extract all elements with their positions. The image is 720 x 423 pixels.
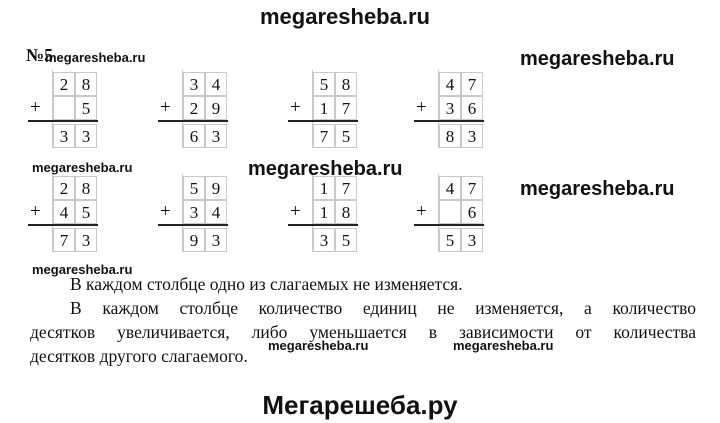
addend-digit: 5 xyxy=(313,72,335,96)
addition-problem xyxy=(158,174,228,252)
plus-sign: + xyxy=(160,97,171,118)
addend-digit: 9 xyxy=(205,176,227,200)
sum-digit: 5 xyxy=(335,228,357,252)
addend-digit: 8 xyxy=(75,176,97,200)
sum-digit: 3 xyxy=(313,228,335,252)
addend-digit: 4 xyxy=(205,200,227,224)
addend-digit: 3 xyxy=(183,72,205,96)
addend-digit: 8 xyxy=(335,200,357,224)
addend-digit: 2 xyxy=(183,96,205,120)
plus-sign: + xyxy=(416,201,427,222)
plus-sign: + xyxy=(30,97,41,118)
addition-problem xyxy=(288,70,358,148)
header-watermark: megaresheba.ru xyxy=(260,4,430,29)
addend-digit: 5 xyxy=(183,176,205,200)
addend-digit: 4 xyxy=(439,72,461,96)
addend-digit: 9 xyxy=(205,96,227,120)
plus-sign: + xyxy=(290,201,301,222)
addend-digit: 4 xyxy=(205,72,227,96)
text-line-3: десятков увеличивается, либо уменьшается в зависимости от количества xyxy=(30,322,696,342)
plus-sign: + xyxy=(290,97,301,118)
addition-problem xyxy=(288,174,358,252)
sum-line xyxy=(414,120,484,122)
addend-digit: 2 xyxy=(53,176,75,200)
watermark-small-top: megaresheba.ru xyxy=(45,50,146,65)
addend-digit: 1 xyxy=(313,176,335,200)
addition-problem xyxy=(28,70,98,148)
sum-digit: 8 xyxy=(439,124,461,148)
watermark-middle: megaresheba.ru xyxy=(248,158,403,180)
sum-line xyxy=(288,224,358,226)
sum-line xyxy=(288,120,358,122)
addend-digit: 7 xyxy=(335,176,357,200)
sum-digit: 3 xyxy=(53,124,75,148)
addend-digit: 2 xyxy=(53,72,75,96)
addition-problem xyxy=(158,70,228,148)
plus-sign: + xyxy=(30,201,41,222)
text-line-1: В каждом столбце одно из слагаемых не изменяется. xyxy=(70,274,463,294)
plus-sign: + xyxy=(160,201,171,222)
sum-digit: 7 xyxy=(313,124,335,148)
sum-line xyxy=(28,224,98,226)
addend-digit: 3 xyxy=(183,200,205,224)
sum-digit: 3 xyxy=(205,124,227,148)
text-line-4: десятков другого слагаемого. xyxy=(30,346,248,366)
watermark-text-2: megaresheba.ru xyxy=(453,338,554,353)
addend-digit xyxy=(439,200,461,224)
sum-digit: 3 xyxy=(461,228,483,252)
task-number: №5 xyxy=(26,45,54,65)
watermark-left-middle: megaresheba.ru xyxy=(32,160,133,175)
addend-digit: 3 xyxy=(439,96,461,120)
sum-digit: 3 xyxy=(205,228,227,252)
addend-digit: 7 xyxy=(461,72,483,96)
sum-digit: 7 xyxy=(53,228,75,252)
text-line-2: В каждом столбце количество единиц не изменяется, а количество xyxy=(70,298,696,318)
sum-digit: 5 xyxy=(439,228,461,252)
addend-digit: 7 xyxy=(335,96,357,120)
addend-digit: 5 xyxy=(75,96,97,120)
addend-digit xyxy=(53,96,75,120)
sum-digit: 3 xyxy=(75,228,97,252)
addend-digit: 4 xyxy=(53,200,75,224)
addend-digit: 7 xyxy=(461,176,483,200)
sum-digit: 9 xyxy=(183,228,205,252)
addend-digit: 6 xyxy=(461,96,483,120)
sum-digit: 5 xyxy=(335,124,357,148)
sum-line xyxy=(158,224,228,226)
watermark-left-bottom: megaresheba.ru xyxy=(32,262,133,277)
watermark-right-top: megaresheba.ru xyxy=(520,48,675,70)
sum-digit: 3 xyxy=(75,124,97,148)
sum-line xyxy=(28,120,98,122)
footer-title: Мегарешеба.ру xyxy=(262,390,458,420)
sum-line xyxy=(414,224,484,226)
watermark-text-1: megaresheba.ru xyxy=(268,338,369,353)
plus-sign: + xyxy=(416,97,427,118)
sum-line xyxy=(158,120,228,122)
addend-digit: 6 xyxy=(461,200,483,224)
watermark-right-middle: megaresheba.ru xyxy=(520,178,675,200)
addend-digit: 8 xyxy=(335,72,357,96)
addend-digit: 1 xyxy=(313,96,335,120)
sum-digit: 3 xyxy=(461,124,483,148)
sum-digit: 6 xyxy=(183,124,205,148)
addend-digit: 4 xyxy=(439,176,461,200)
addend-digit: 1 xyxy=(313,200,335,224)
addition-problem xyxy=(414,70,484,148)
addition-problem xyxy=(28,174,98,252)
addend-digit: 8 xyxy=(75,72,97,96)
addend-digit: 5 xyxy=(75,200,97,224)
addition-problem xyxy=(414,174,484,252)
